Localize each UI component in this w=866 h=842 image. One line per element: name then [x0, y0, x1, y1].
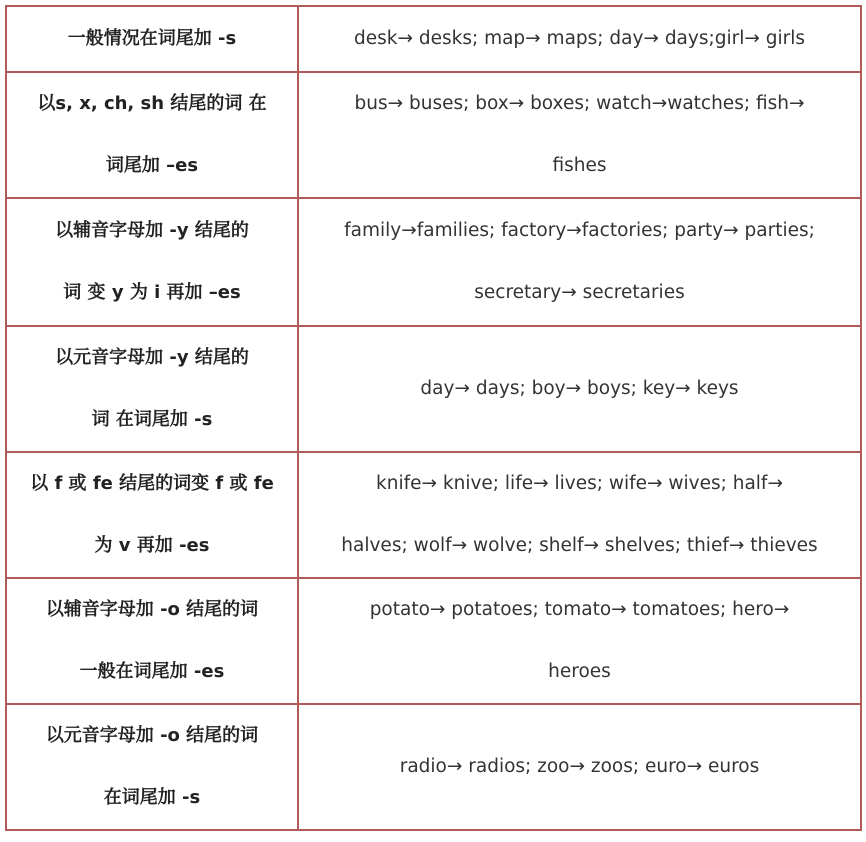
rule-cell [6, 6, 298, 72]
example-cell [298, 72, 861, 198]
rule-text: 一般在词尾加 -es [79, 661, 225, 682]
example-cell [298, 326, 861, 452]
example-text: fishes [552, 155, 607, 176]
example-cell [298, 6, 861, 72]
example-text: heroes [548, 661, 611, 682]
rule-text: 以元音字母加 -y 结尾的 [55, 347, 249, 368]
example-text: desk→ desks; map→ maps; day→ days;girl→ girls [353, 28, 805, 49]
rule-text: 词 变 y 为 i 再加 –es [63, 282, 241, 303]
rule-text: 在词尾加 -s [103, 787, 201, 808]
table-row [6, 452, 861, 578]
example-cell [298, 452, 861, 578]
rule-cell [6, 198, 298, 326]
example-cell [298, 704, 861, 830]
table-row [6, 6, 861, 72]
example-text: bus→ buses; box→ boxes; watch→watches; fish→ [354, 93, 805, 114]
rule-cell [6, 72, 298, 198]
rule-text: 以辅音字母加 -y 结尾的 [55, 220, 249, 241]
rule-text: 词尾加 –es [105, 155, 199, 176]
table-row [6, 326, 861, 452]
table-row [6, 198, 861, 326]
rule-text: 以元音字母加 -o 结尾的词 [45, 725, 259, 746]
example-cell [298, 198, 861, 326]
example-text: potato→ potatoes; tomato→ tomatoes; hero→ [369, 599, 790, 620]
rule-text: 为 v 再加 -es [94, 535, 210, 556]
rule-text: 以s, x, ch, sh 结尾的词 在 [37, 93, 267, 114]
example-text: radio→ radios; zoo→ zoos; euro→ euros [399, 756, 760, 777]
plural-rules-table [5, 5, 862, 831]
example-text: knife→ knive; life→ lives; wife→ wives; half→ [376, 473, 783, 494]
rule-text: 词 在词尾加 -s [91, 409, 213, 430]
example-text: day→ days; boy→ boys; key→ keys [420, 378, 739, 399]
example-text: secretary→ secretaries [474, 282, 685, 303]
table-row [6, 72, 861, 198]
rule-text: 一般情况在词尾加 -s [67, 28, 237, 49]
rule-text: 以辅音字母加 -o 结尾的词 [45, 599, 259, 620]
example-text: halves; wolf→ wolve; shelf→ shelves; thief→ thieves [341, 535, 818, 556]
example-cell [298, 578, 861, 704]
rule-cell [6, 578, 298, 704]
rule-text: 以 f 或 fe 结尾的词变 f 或 fe [30, 473, 274, 494]
rule-cell [6, 326, 298, 452]
table-row [6, 578, 861, 704]
table-row [6, 704, 861, 830]
rule-cell [6, 452, 298, 578]
rule-cell [6, 704, 298, 830]
example-text: family→families; factory→factories; party→ parties; [344, 220, 815, 241]
